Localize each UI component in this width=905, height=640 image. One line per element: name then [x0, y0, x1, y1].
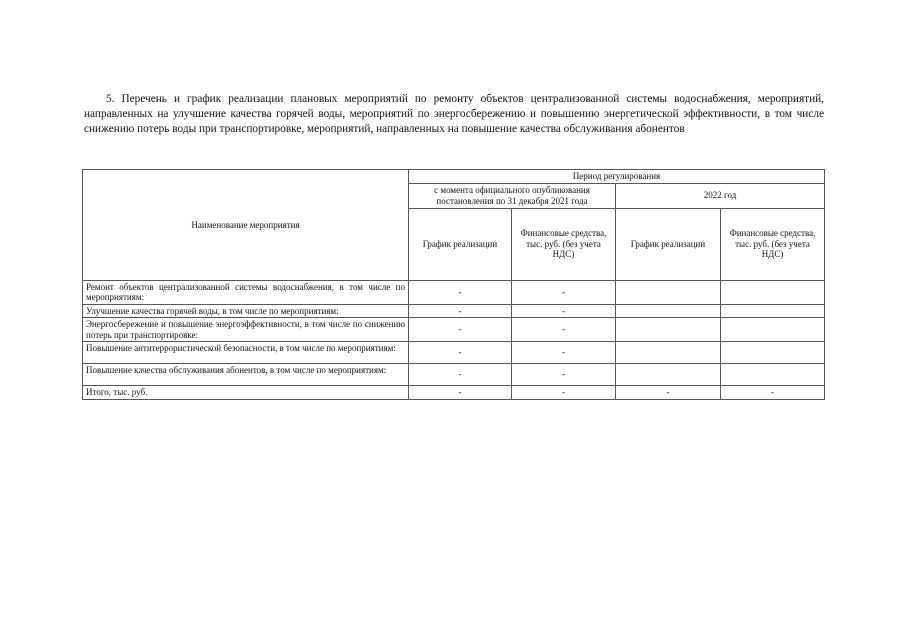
row-cell: -: [721, 386, 825, 400]
row-cell: [721, 318, 825, 342]
row-cell: [616, 364, 721, 386]
row-cell: -: [616, 386, 721, 400]
finance-header-2: Финансовые средства, тыс. руб. (без учета НДС): [721, 208, 825, 280]
row-cell: [721, 342, 825, 364]
table-row: [83, 304, 825, 318]
row-cell: -: [409, 280, 512, 304]
table-row: [83, 280, 825, 304]
row-name: Энергосбережение и повышение энергоэффективности, в том числе по снижению потерь при транспортировке:: [83, 318, 409, 342]
finance-header-1: Финансовые средства, тыс. руб. (без учета НДС): [512, 208, 616, 280]
row-cell: -: [409, 304, 512, 318]
row-cell: [616, 304, 721, 318]
table-row: [83, 364, 825, 386]
row-cell: -: [512, 386, 616, 400]
row-cell: [721, 364, 825, 386]
row-cell: -: [512, 342, 616, 364]
period1-header: с момента официального опубликования постановления по 31 декабря 2021 года: [409, 183, 616, 208]
period-header: Период регулирования: [409, 170, 825, 184]
row-name: Повышение антитеррористической безопасности, в том числе по мероприятиям:: [83, 342, 409, 364]
section-heading: 5. Перечень и график реализации плановых мероприятий по ремонту объектов централизованной системы водоснабжения, мероприятий, направленных на улучшение качества горячей воды, мероприятий по энергосбережению и повышению энергетической эффективности, в том числе снижению потерь воды при транспортировке, мероприятий, направленных на повышение качества обслуживания абонентов: [84, 93, 824, 135]
period2-header: 2022 год: [616, 183, 825, 208]
row-name: Повышение качества обслуживания абонентов, в том числе по мероприятиям:: [83, 364, 409, 386]
row-cell: [616, 342, 721, 364]
row-cell: [616, 280, 721, 304]
row-cell: -: [409, 364, 512, 386]
row-cell: [721, 280, 825, 304]
col-name-header: Наименование мероприятия: [83, 170, 409, 281]
schedule-header-1: График реализации: [409, 208, 512, 280]
schedule-header-2: График реализации: [616, 208, 721, 280]
row-cell: -: [409, 386, 512, 400]
row-cell: -: [512, 364, 616, 386]
row-name: Улучшение качества горячей воды, в том числе по мероприятиям:: [83, 304, 409, 318]
activities-table: [82, 169, 825, 400]
table-row: [83, 318, 825, 342]
row-cell: -: [512, 318, 616, 342]
row-cell: [721, 304, 825, 318]
row-name: Ремонт объектов централизованной системы водоснабжения, в том числе по мероприятиям:: [83, 280, 409, 304]
row-cell: -: [409, 342, 512, 364]
row-cell: -: [512, 304, 616, 318]
row-name: Итого, тыс. руб.: [83, 386, 409, 400]
table-row: [83, 342, 825, 364]
row-cell: -: [512, 280, 616, 304]
row-cell: [616, 318, 721, 342]
table-row-total: [83, 386, 825, 400]
row-cell: -: [409, 318, 512, 342]
